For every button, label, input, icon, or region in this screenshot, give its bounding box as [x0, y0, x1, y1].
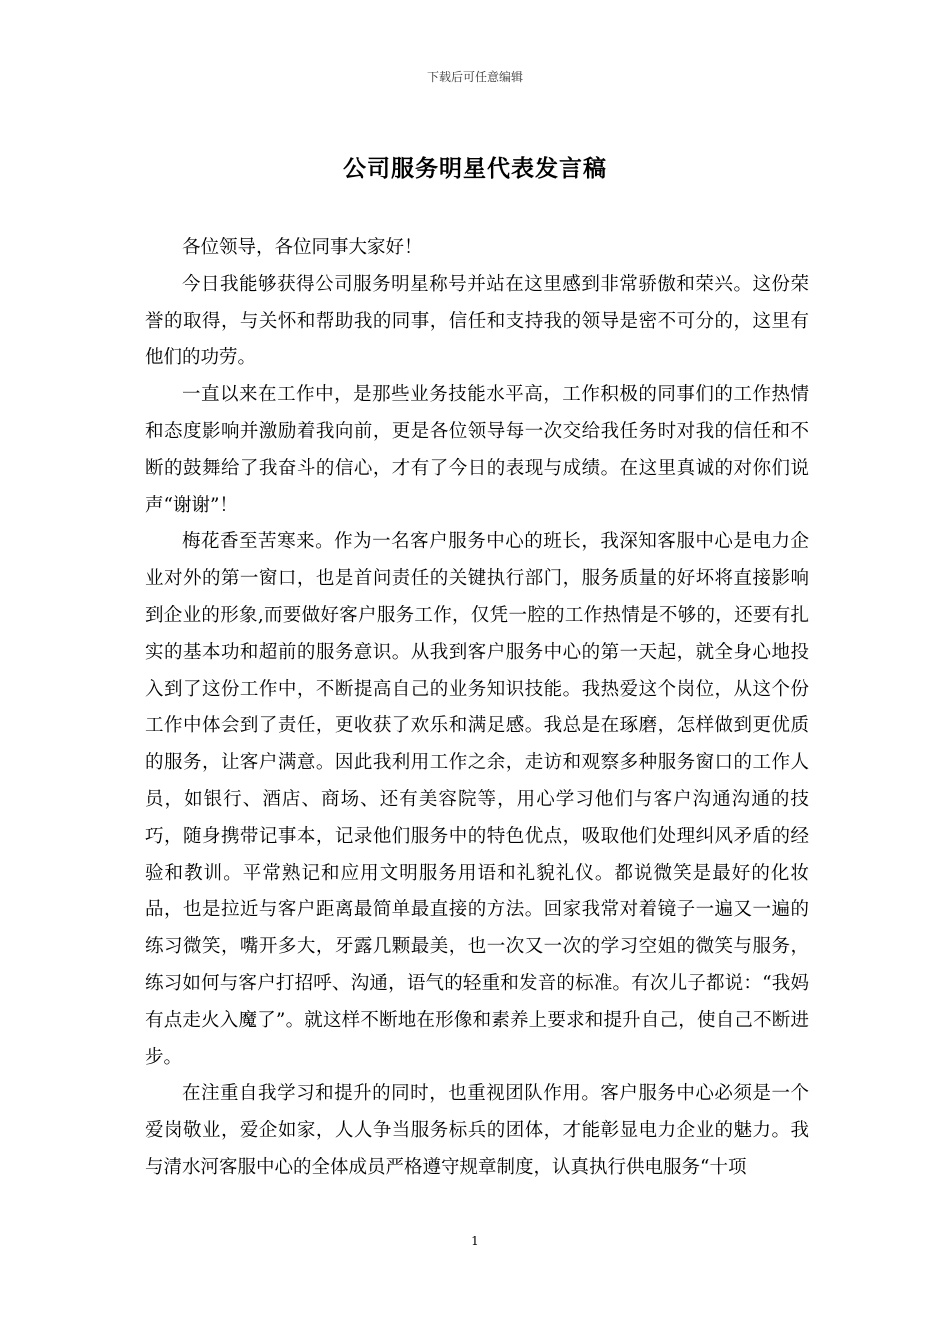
- page-number: 1: [471, 1234, 479, 1248]
- paragraph: 今日我能够获得公司服务明星称号并站在这里感到非常骄傲和荣兴。这份荣誉的取得，与关怀和帮助我的同事，信任和支持我的领导是密不可分的，这里有他们的功劳。: [145, 273, 809, 369]
- document-body: [145, 230, 809, 1187]
- paragraph: 梅花香至苦寒来。作为一名客户服务中心的班长，我深知客服中心是电力企业对外的第一窗口，也是首问责任的关键执行部门，服务质量的好坏将直接影响到企业的形象,而要做好客户服务工作，仅凭一腔的工作热情是不够的，还要有扎实的基本功和超前的服务意识。从我到客户服务中心的第一天起，就全身心地投入到了这份工作中，不断提高自己的业务知识技能。我热爱这个岗位，从这个份工作中体会到了责任，更收获了欢乐和满足感。我总是在琢磨，怎样做到更优质的服务，让客户满意。因此我利用工作之余，走访和观察多种服务窗口的工作人员，如银行、酒店、商场、还有美容院等，用心学习他们与客户沟通沟通的技巧，随身携带记事本，记录他们服务中的特色优点，吸取他们处理纠风矛盾的经验和教训。平常熟记和应用文明服务用语和礼貌礼仪。都说微笑是最好的化妆品，也是拉近与客户距离最简单最直接的方法。回家我常对着镜子一遍又一遍的练习微笑，嘴开多大，牙露几颗最美，也一次又一次的学习空姐的微笑与服务，练习如何与客户打招呼、沟通，语气的轻重和发音的标准。有次儿子都说：“我妈有点走火入魔了”。就这样不断地在形像和素养上要求和提升自己，使自己不断进步。: [145, 531, 809, 1068]
- header-note: 下载后可任意编辑: [426, 70, 523, 84]
- paragraph-greeting: 各位领导，各位同事大家好！: [182, 237, 423, 258]
- paragraph: 一直以来在工作中，是那些业务技能水平高，工作积极的同事们的工作热情和态度影响并激励着我向前，更是各位领导每一次交给我任务时对我的信任和不断的鼓舞给了我奋斗的信心，才有了今日的表现与成绩。在这里真诚的对你们说声“谢谢”！: [145, 384, 809, 516]
- document-title: 公司服务明星代表发言稿: [343, 155, 607, 182]
- paragraph: 在注重自我学习和提升的同时，也重视团队作用。客户服务中心必须是一个爱岗敬业，爱企如家，人人争当服务标兵的团体，才能彰显电力企业的魅力。我与清水河客服中心的全体成员严格遵守规章制度，认真执行供电服务“十项: [145, 1083, 809, 1178]
